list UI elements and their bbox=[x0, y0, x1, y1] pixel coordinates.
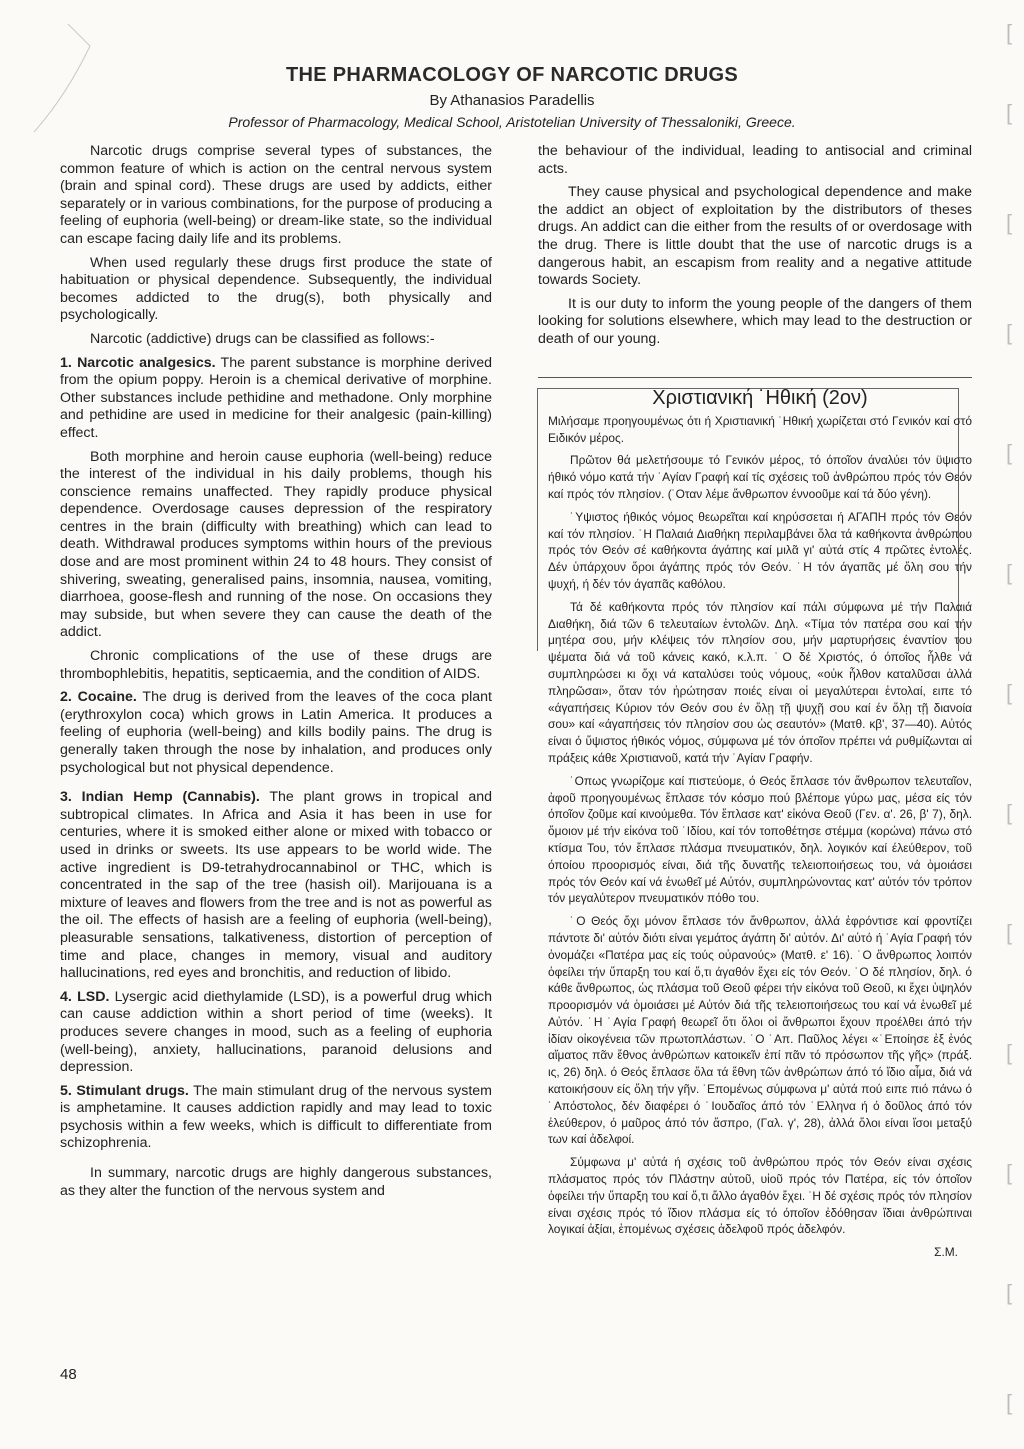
greek-paragraph: ˙Ο Θεός ὄχι μόνον ἔπλασε τόν ἄνθρωπον, ἀλλά ἐφρόντισε καί φροντίζει πάντοτε δι' αὐτόν διότι είναι γεμάτος άγάπη δι' αὐτόν. Δι' αὐτό ή ˙Αγία Γραφή τόν ὀνομάζει «Πατέρα μας είς τούς οὐρανούς» (Ματθ. ε' 16). ˙Ο ἄνθρωπος λοιπόν ὀφείλει τήν ὕπαρξη του καί ὅ,τι άγαθόν ἔχει είς τόν Θεόν. ˙Ο δέ πλησίον, δηλ. ό κάθε ἄνθρωπος, ὡς πλάσμα τοῦ Θεοῦ φέρει τήν εἰκόνα τοῦ Θεοῦ, κι ἔχει ὑψηλόν προορισμόν νά ὁμοιάσει μέ Αὐτόν διά τῆς τελειοποιήσεως του καί νά ἑνωθεῖ μέ Αὐτόν. ˙Η ˙Αγία Γραφή θεωρεῖ ὅτι ὅλοι οἱ ἄνθρωποι ἔχουν προέλθει άπό τήν ἰδίαν οἰκογένεια τῶν πρωτοπλάστων. ˙Ο ˙Απ. Παῦλος λέγει «˙Εποίησε ἐξ ἑνός αἵματος πᾶν ἔθνος ἀνθρώπων κατοικεῖν ἐπί πᾶν τό πρόσωπον τῆς γῆς» (πράξ. ις, 26) δηλ. ό Θεός ἔπλασε ὅλα τά ἔθνη τῶν ἀνθρώπων άπό τό ἴδιο αἷμα, διά νά κατοικήσουν είς ὅλη τήν γῆν. ˙Επομένως σύμφωνα μ' αὐτά πού ειπε πιό πάνω ό ˙Απόστολος, δέν διαφέρει ό ˙Ιουδαῖος άπό τόν ˙Ελληνα ή ό δοῦλος άπό τόν ἐλεύθερον, ό μαῦρος άπό τόν ἄσπρο, (Γαλ. γ', 28), ἀλλά ὅλοι είναι ἴσοι μεταξύ των καί ἀδελφοί. bbox=[548, 914, 972, 1147]
intro-paragraph: Narcotic drugs comprise several types of substances, the common feature of which is action on the central nervous system (brain and spinal cord). These drugs are used by addicts, either separately or in various combinations, for the purpose of producing a feeling of euphoria (well-being) or dream-like state, so the individual can escape facing daily life and its problems. bbox=[60, 143, 492, 247]
binding-mark: [ bbox=[1006, 210, 1013, 235]
section-cannabis bbox=[60, 789, 492, 983]
complications-paragraph: Chronic complications of the use of these drugs are thrombophlebitis, hepatitis, septicaemia, and the condition of AIDS. bbox=[60, 648, 492, 682]
greek-article-signature: Σ.Μ. bbox=[934, 1245, 958, 1260]
left-column bbox=[60, 143, 492, 1206]
greek-paragraph: Σύμφωνα μ' αὐτά ή σχέσις τοῦ ἀνθρώπου πρός τόν Θεόν είναι σχέσις πλάσματος πρός τόν Πλάστην αὐτοῦ, υἱοῦ πρός τόν Πατέρα, είς τόν όποῖον ὀφείλει τήν ὕπαρξη του καί ὅ,τι ἄλλο άγαθόν ἔχει. ˙Η δέ σχέσις πρός τόν πλησίον είναι σχέσις πρός τό ἴδιον πλάσμα είς τό όποῖον ἐδόθησαν ἴδιαι ἀνθρώπιναι λογικαί ἀξίαι, ἑπομένως σχέσεις ἀδελφοῦ πρός ἀδελφόν. bbox=[548, 1155, 972, 1237]
section-cocaine bbox=[60, 689, 492, 777]
section-heading: 1. Narcotic analgesics. bbox=[60, 354, 216, 371]
binding-mark: [ bbox=[1006, 560, 1013, 585]
greek-article bbox=[548, 387, 972, 1261]
section-text: The plant grows in tropical and subtropical climates. In Africa and Asia it has been in use for centuries, where it is smoked either alone or mixed with tobacco or used in drinks or sweets. Its use appears to be world wide. The active ingredient is D9-tetrahydrocannabinol or THC, which is concentrated in the sap of the tree (hasish oil). Marijouana is a mixture of leaves and flowers from the tree and is not as powerful as the oil. The effects of hasish are a feeling of euphoria (well-being), pleasurable sensations, talkativeness, distortion of perception of time and place, changes in memory, visual and auditory hallucinations, red eyes and bronchitis, and reduction of libido. bbox=[60, 789, 492, 982]
binding-mark: [ bbox=[1006, 20, 1013, 45]
behaviour-paragraph: the behaviour of the individual, leading to antisocial and criminal acts. bbox=[538, 143, 972, 177]
greek-paragraph: Μιλήσαμε προηγουμένως ότι ή Χριστιανική ˙Ηθική χωρίζεται στό Γενικόν καί στό Ειδικόν μέρος. bbox=[548, 413, 972, 445]
section-heading: 4. LSD. bbox=[60, 988, 110, 1005]
column-divider bbox=[538, 377, 972, 378]
dependence-paragraph: When used regularly these drugs first produce the state of habituation or physical dependence. Subsequently, the individual becomes addicted to the drug(s), both physically and psychologically. bbox=[60, 254, 492, 324]
section-text: The drug is derived from the leaves of the coca plant (erythroxylon coca) which grows in Latin America. It produces a feeling of euphoria (well-being) and kills bodily pains. The drug is generally taken through the nose by inhalation, and produces only psychological but not physical dependence. bbox=[60, 689, 492, 776]
greek-article-title: Χριστιανική ˙Ηθική (2ον) bbox=[652, 387, 868, 409]
greek-paragraph: Πρῶτον θά μελετήσουμε τό Γενικόν μέρος, τό όποῖον άναλύει τόν ϋψιστο ήθικό νόμο κατά τήν ˙Αγίαν Γραφή καί τίς σχέσεις τοῦ ἀνθρώπου πρός τόν Θεόν καί πρός τόν πλησίον. (˙Οταν λέμε ἄνθρωπον έννοοῦμε καί τά δύο γένη). bbox=[548, 453, 972, 501]
duty-paragraph: It is our duty to inform the young people of the dangers of them looking for solutions elsewhere, which may lead to the destruction or death of our young. bbox=[538, 295, 972, 347]
section-heading: 2. Cocaine. bbox=[60, 689, 137, 706]
binding-mark: [ bbox=[1006, 1280, 1013, 1305]
summary-paragraph: In summary, narcotic drugs are highly dangerous substances, as they alter the function of the nervous system and bbox=[60, 1165, 492, 1199]
binding-mark: [ bbox=[1006, 100, 1013, 125]
section-text: The parent substance is morphine derived from the opium poppy. Heroin is a chemical derivative of morphine. Other substances include pethidine and methadone. Only morphine and pethidine are used in medicine for their analgesic (pain-killing) effect. bbox=[60, 354, 492, 441]
greek-paragraph: ˙Οπως γνωρίζομε καί πιστεύομε, ό Θεός ἔπλασε τόν ἄνθρωπον τελευταῖον, ἀφοῦ προηγουμένως ἔπλασε τόν κόσμο πού βλέπομε γύρω μας, μέσα είς τόν όποῖον ζοῦμε καί κινούμεθα. Τόν ἔπλασε κατ' εἰκόνα Θεοῦ (Γεν. α'. 26, β' 7), δηλ. ὅμοιον μέ τήν εἰκόνα τοῦ ˙Ιδίου, καί τόν τοποθέτησε στέμμα (κορώνα) πάνω στό κτίσμα Του, τόν ἔπλασε πλάσμα πνευματικόν, δηλ. λογικόν καί έλεύθερον, τοῦ όποίου προορισμός είναι, διά τῆς δυνατῆς τελειοποιήσεως του, νά ὁμοιάσει πρός τόν Θεόν καί νά ἑνωθεῖ μέ Αὐτόν, συμπληρώνοντας κατ' αὐτόν τόν τρόπον τόν μεγαλύτερον πνευματικόν πόθο του. bbox=[548, 773, 972, 906]
author-affiliation: Professor of Pharmacology, Medical School, Aristotelian University of Thessaloniki, Greece. bbox=[228, 114, 796, 130]
binding-mark: [ bbox=[1006, 1160, 1013, 1185]
section-text: Lysergic acid diethylamide (LSD), is a powerful drug which can cause addiction within a short period of time (weeks). It produces severe changes in mood, such as a feeling of euphoria (well-being), anxiety, hallucinations, paranoid delusions and depression. bbox=[60, 988, 492, 1076]
binding-mark: [ bbox=[1006, 1040, 1013, 1065]
section-stimulants bbox=[60, 1083, 492, 1153]
section-lsd bbox=[60, 989, 492, 1077]
binding-mark: [ bbox=[1006, 1390, 1013, 1415]
section-heading: 5. Stimulant drugs. bbox=[60, 1082, 189, 1099]
section-narcotic-analgesics bbox=[60, 355, 492, 443]
binding-mark: [ bbox=[1006, 920, 1013, 945]
exploitation-paragraph: They cause physical and psychological dependence and make the addict an object of exploitation by the distributors of theses drugs. An addict can die either from the results of or overdosage with the drug. There is little doubt that the use of narcotic drugs is a dangerous habit, an escapism from reality and a negative attitude towards Society. bbox=[538, 184, 972, 289]
author-byline: By Athanasios Paradellis bbox=[429, 92, 595, 109]
section-text: The main stimulant drug of the nervous system is amphetamine. It causes addiction rapidly and may lead to toxic psychosis within a few weeks, which is difficult to differentiate from schizophrenia. bbox=[60, 1082, 492, 1152]
section-heading: 3. Indian Hemp (Cannabis). bbox=[60, 789, 260, 806]
classification-paragraph: Narcotic (addictive) drugs can be classified as follows:- bbox=[90, 330, 435, 347]
right-column bbox=[538, 143, 972, 355]
binding-mark: [ bbox=[1006, 320, 1013, 345]
page-title: THE PHARMACOLOGY OF NARCOTIC DRUGS bbox=[285, 64, 739, 86]
greek-paragraph: Τά δέ καθήκοντα πρός τόν πλησίον καί πάλι σύμφωνα μέ τήν Παλαιά Διαθήκη, διά τῶν 6 τελευταίων ἐντολῶν. Δηλ. «Τίμα τόν πατέρα σου καί τήν μητέρα σου, μήν κλέψεις τόν πλησίον σου, μήν μαρτυρήσεις έναντίον του ψέματα διά νά τοῦ κάνεις κακό, κ.λ.π. ˙Ο δέ Χριστός, ό όποῖος ἦλθε νά συμπληρώσει κι ὄχι νά καταλύσει τούς νόμους, «οὐκ ἦλθον καταλῦσαι ἀλλά πληρῶσαι», ὅταν τόν ἠρώτησαν ποιές είναι οἱ μεγαλύτεραι ἐντολαί, ειπε τό «άγαπήσεις Κύριον τόν Θεόν σου έν ὅλῃ τῇ ψυχῇ σου καί έν ὅλῃ τῇ διανοία σου» καί «άγαπήσεις τόν πλησίον σου ὡς σεαυτόν» (Ματθ. κβ', 37—40). Αὐτός είναι ό ὕψιστος ήθικός νόμος, σύμφωνα μέ τόν όποῖον πρέπει νά ρυθμίζωνται αἱ πράξεις κάθε Χριστιανοῦ, κατά τήν ˙Αγίαν Γραφήν. bbox=[548, 599, 972, 765]
morphine-heroin-paragraph: Both morphine and heroin cause euphoria (well-being) reduce the interest of the individual in his daily problems, though his conscience remains unaffected. They rapidly produce physical dependence. Overdosage causes depression of the respiratory centres in the brain (difficulty with breathing) which can lead to death. Withdrawal produces symptoms within hours of the previous dose and are most prominent within 24 to 48 hours. They consist of shivering, sweating, generalised pains, insomnia, nausea, vomiting, diarrhoea, goose-flesh and running of the nose. On occasions they may subside, but when severe they can cause the death of the addict. bbox=[60, 448, 492, 641]
binding-mark: [ bbox=[1006, 680, 1013, 705]
greek-paragraph: ˙Υψιστος ήθικός νόμος θεωρεῖται καί κηρύσσεται ή ΑΓΑΠΗ πρός τόν Θεόν καί τόν πλησίον. ˙Η Παλαιά Διαθήκη περιλαμβάνει ὅλα τά καθήκοντα ἀνθρώπου πρός τόν Θεόν σέ καθήκοντα άγάπης καί μιλᾶ γι' αὐτά στίς 4 πρῶτες ἐντολές. Δέν ὑπάρχουν ὅροι άγάπης πρός τόν Θεόν. ˙Η τόν άγαπᾶς μέ ὅλη σου τήν ψυχή, ή δέν τόν άγαπᾶς καθόλου. bbox=[548, 509, 972, 591]
page-number: 48 bbox=[60, 1366, 77, 1383]
binding-mark: [ bbox=[1006, 440, 1013, 465]
binding-mark: [ bbox=[1006, 800, 1013, 825]
